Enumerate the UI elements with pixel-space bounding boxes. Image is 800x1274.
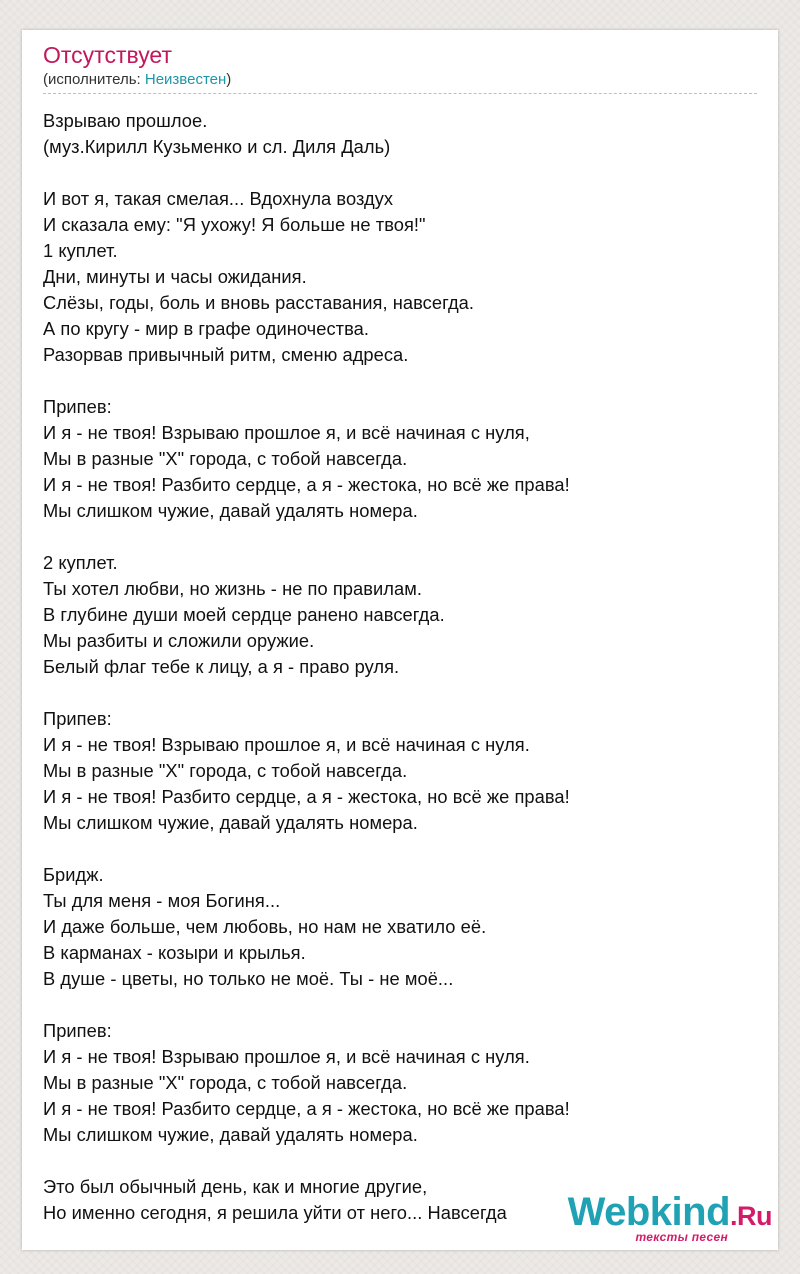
logo-tld: .Ru — [730, 1201, 772, 1231]
lyrics-card — [22, 30, 778, 1250]
site-logo[interactable] — [568, 1192, 772, 1244]
lyrics-text: Взрываю прошлое. (муз.Кирилл Кузьменко и сл. Диля Даль) И вот я, такая смелая... Вдохнула воздух И сказала ему: "Я ухожу! Я больше не твоя!" 1 куплет. Дни, минуты и часы ожидания. Слёзы, годы, боль и вновь расставания, навсегда. А по кругу - мир в графе одиночества. Разорвав привычный ритм, сменю адреса. Припев: И я - не твоя! Взрываю прошлое я, и всё начиная с нуля, Мы в разные "Х" города, с тобой навсегда. И я - не твоя! Разбито сердце, а я - жестока, но всё же права! Мы слишком чужие, давай удалять номера. 2 куплет. Ты хотел любви, но жизнь - не по правилам. В глубине души моей сердце ранено навсегда. Мы разбиты и сложили оружие. Белый флаг тебе к лицу, а я - право руля. Припев: И я - не твоя! Взрываю прошлое я, и всё начиная с нуля. Мы в разные "Х" города, с тобой навсегда. И я - не твоя! Разбито сердце, а я - жестока, но всё же права! Мы слишком чужие, давай удалять номера. Бридж. Ты для меня - моя Богиня... И даже больше, чем любовь, но нам не хватило её. В карманах - козыри и крылья. В душе - цветы, но только не моё. Ты - не моё... Припев: И я - не твоя! Взрываю прошлое я, и всё начиная с нуля. Мы в разные "Х" города, с тобой навсегда. И я - не твоя! Разбито сердце, а я - жестока, но всё же права! Мы слишком чужие, давай удалять номера. Это был обычный день, как и многие другие, Но именно сегодня, я решила уйти от него... Навсегда — [43, 110, 570, 1223]
song-title: Отсутствует — [43, 42, 172, 68]
logo-tagline: тексты песен — [635, 1230, 728, 1244]
artist-link[interactable]: Неизвестен — [144, 71, 227, 88]
artist-prefix: (исполнитель: — [43, 71, 145, 88]
artist-line — [43, 70, 757, 94]
logo-name: Webkind — [567, 1190, 730, 1234]
artist-suffix: ) — [226, 71, 232, 88]
